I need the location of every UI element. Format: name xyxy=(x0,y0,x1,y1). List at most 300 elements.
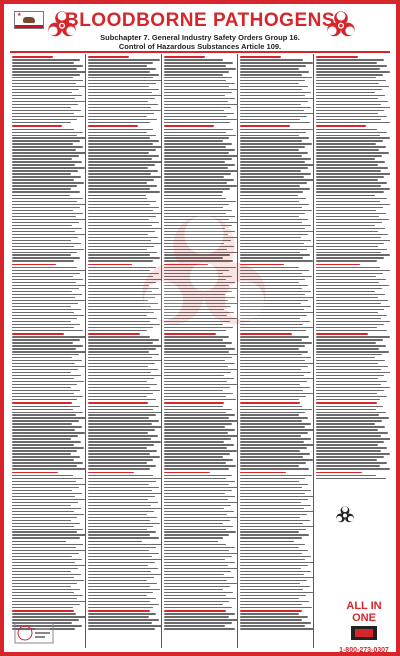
column-5 xyxy=(314,54,390,648)
body-text-line xyxy=(164,315,227,316)
body-text-line xyxy=(12,553,79,554)
body-text-line xyxy=(316,270,390,271)
body-text-line xyxy=(12,571,71,572)
body-text-line xyxy=(88,453,150,454)
body-text-line xyxy=(240,176,304,177)
body-text-line xyxy=(88,438,151,439)
body-text-line xyxy=(12,393,74,394)
body-text-line xyxy=(88,580,147,581)
body-text-line xyxy=(316,288,382,289)
body-text-line xyxy=(12,252,77,253)
body-text-line xyxy=(316,240,390,241)
body-text-line xyxy=(88,161,162,162)
body-text-line xyxy=(240,327,313,328)
body-text-line xyxy=(164,496,235,497)
body-text-line xyxy=(316,357,375,358)
body-text-line xyxy=(164,577,234,578)
body-text-line xyxy=(12,493,82,494)
body-text-line xyxy=(88,68,156,69)
body-text-line xyxy=(88,135,156,136)
body-text-line xyxy=(316,173,390,174)
body-text-line xyxy=(88,276,153,277)
body-text-line xyxy=(88,327,153,328)
section-heading-line xyxy=(164,472,210,474)
body-text-line xyxy=(240,583,300,584)
body-text-line xyxy=(88,213,162,214)
body-text-line xyxy=(12,98,75,99)
body-text-line xyxy=(88,484,149,485)
body-text-line xyxy=(12,517,77,518)
body-text-line xyxy=(12,83,76,84)
body-text-line xyxy=(240,135,299,136)
body-text-line xyxy=(164,282,235,283)
body-text-line xyxy=(12,544,83,545)
body-text-line xyxy=(316,378,378,379)
body-text-line xyxy=(240,243,304,244)
section-heading-line xyxy=(164,264,208,266)
body-text-line xyxy=(240,417,308,418)
body-text-line xyxy=(88,523,160,524)
body-text-line xyxy=(164,143,232,144)
section-heading-line xyxy=(240,125,290,127)
body-text-line xyxy=(240,86,308,87)
body-text-line xyxy=(164,330,226,331)
body-text-line xyxy=(164,173,231,174)
body-text-line xyxy=(240,137,309,138)
body-text-line xyxy=(12,468,86,469)
body-text-line xyxy=(12,267,77,268)
body-text-line xyxy=(12,318,77,319)
body-text-line xyxy=(164,321,230,322)
body-text-line xyxy=(164,481,235,482)
body-text-line xyxy=(88,550,149,551)
body-text-line xyxy=(240,188,310,189)
body-text-line xyxy=(12,167,85,168)
body-text-line xyxy=(240,273,302,274)
body-text-line xyxy=(164,89,238,90)
body-text-line xyxy=(240,465,299,466)
body-text-line xyxy=(240,493,305,494)
body-text-line xyxy=(88,505,151,506)
body-text-line xyxy=(164,351,229,352)
body-text-line xyxy=(164,122,230,123)
body-text-line xyxy=(88,345,162,346)
body-text-line xyxy=(240,435,301,436)
body-text-line xyxy=(12,303,78,304)
section-heading-line xyxy=(164,402,224,404)
body-text-line xyxy=(240,556,311,557)
body-text-line xyxy=(240,201,299,202)
body-text-line xyxy=(164,583,237,584)
body-text-line xyxy=(316,59,384,60)
body-text-line xyxy=(164,390,223,391)
body-text-line xyxy=(164,80,226,81)
body-text-line xyxy=(164,345,226,346)
body-text-line xyxy=(164,110,224,111)
body-text-line xyxy=(316,110,384,111)
body-text-line xyxy=(164,399,236,400)
body-text-line xyxy=(240,568,301,569)
body-text-line xyxy=(12,586,71,587)
body-text-line xyxy=(316,273,383,274)
body-text-line xyxy=(240,297,314,298)
body-text-line xyxy=(12,77,73,78)
body-text-line xyxy=(240,222,302,223)
body-text-line xyxy=(316,216,379,217)
body-text-line xyxy=(164,363,235,364)
body-text-line xyxy=(164,104,238,105)
body-text-line xyxy=(164,327,233,328)
body-text-line xyxy=(88,98,155,99)
body-text-line xyxy=(316,348,379,349)
body-text-line xyxy=(164,520,230,521)
body-text-line xyxy=(164,294,225,295)
body-text-line xyxy=(316,95,385,96)
body-text-line xyxy=(88,339,159,340)
body-text-line xyxy=(12,354,79,355)
section-heading-line xyxy=(240,610,302,612)
body-text-line xyxy=(12,496,75,497)
body-text-line xyxy=(88,176,161,177)
body-text-line xyxy=(164,276,232,277)
body-text-line xyxy=(88,216,156,217)
section-heading-line xyxy=(88,125,138,127)
body-text-line xyxy=(164,441,224,442)
body-text-line xyxy=(240,89,302,90)
body-text-line xyxy=(12,179,74,180)
section-heading-line xyxy=(12,610,74,612)
body-text-line xyxy=(240,207,302,208)
body-text-line xyxy=(12,345,83,346)
body-text-line xyxy=(240,481,299,482)
body-text-line xyxy=(164,185,237,186)
body-text-line xyxy=(88,499,148,500)
body-text-line xyxy=(316,444,378,445)
body-text-line xyxy=(240,80,305,81)
body-text-line xyxy=(164,297,235,298)
body-text-line xyxy=(164,161,225,162)
body-text-line xyxy=(240,390,303,391)
body-text-line xyxy=(316,101,388,102)
body-text-line xyxy=(88,360,162,361)
body-text-line xyxy=(88,511,154,512)
body-text-line xyxy=(240,531,299,532)
body-text-line xyxy=(240,453,310,454)
body-text-line xyxy=(164,339,223,340)
body-text-line xyxy=(316,243,384,244)
body-text-line xyxy=(12,71,86,72)
body-text-line xyxy=(164,170,238,171)
body-text-line xyxy=(316,345,386,346)
body-text-line xyxy=(88,607,153,608)
body-text-line xyxy=(12,375,81,376)
body-text-line xyxy=(12,607,73,608)
body-text-line xyxy=(12,231,75,232)
body-text-line xyxy=(88,604,159,605)
body-text-line xyxy=(164,77,232,78)
body-text-line xyxy=(88,420,159,421)
body-text-line xyxy=(164,571,231,572)
body-text-line xyxy=(164,628,235,629)
body-text-line xyxy=(240,502,301,503)
body-text-line xyxy=(164,468,229,469)
body-text-line xyxy=(164,478,226,479)
body-text-line xyxy=(164,219,229,220)
body-text-line xyxy=(316,441,384,442)
body-text-line xyxy=(12,279,83,280)
body-text-line xyxy=(12,406,80,407)
body-text-line xyxy=(12,487,79,488)
body-text-line xyxy=(12,577,74,578)
body-text-line xyxy=(316,77,376,78)
body-text-line xyxy=(88,496,155,497)
body-text-line xyxy=(12,228,82,229)
body-text-line xyxy=(88,462,147,463)
body-text-line xyxy=(12,104,78,105)
section-heading-line xyxy=(316,56,358,58)
body-text-line xyxy=(88,330,147,331)
body-text-line xyxy=(164,237,238,238)
body-text-line xyxy=(12,260,74,261)
column-2 xyxy=(86,54,162,648)
body-text-line xyxy=(12,598,77,599)
body-text-line xyxy=(12,210,73,211)
body-text-line xyxy=(88,182,147,183)
body-text-line xyxy=(240,414,299,415)
body-text-line xyxy=(164,176,224,177)
body-text-line xyxy=(240,113,314,114)
body-text-line xyxy=(240,185,300,186)
body-text-line xyxy=(164,444,234,445)
body-text-line xyxy=(88,95,162,96)
body-text-line xyxy=(240,285,308,286)
body-text-line xyxy=(12,185,77,186)
body-text-line xyxy=(88,571,151,572)
body-text-line xyxy=(88,520,150,521)
body-text-line xyxy=(240,146,305,147)
body-text-line xyxy=(164,592,233,593)
body-text-line xyxy=(240,179,314,180)
body-text-line xyxy=(88,553,159,554)
body-text-line xyxy=(240,574,304,575)
body-text-line xyxy=(240,444,314,445)
body-text-line xyxy=(164,291,232,292)
body-text-line xyxy=(164,526,233,527)
body-text-line xyxy=(240,65,306,66)
body-text-line xyxy=(240,450,300,451)
body-text-line xyxy=(12,568,78,569)
body-text-line xyxy=(240,219,308,220)
body-text-line xyxy=(164,508,224,509)
body-text-line xyxy=(316,375,384,376)
body-text-line xyxy=(88,65,147,66)
body-text-line xyxy=(164,493,225,494)
body-text-line xyxy=(316,237,381,238)
body-text-line xyxy=(316,74,383,75)
body-text-line xyxy=(316,234,388,235)
body-text-line xyxy=(88,357,152,358)
body-text-line xyxy=(88,158,152,159)
section-heading-line xyxy=(316,125,366,127)
body-text-line xyxy=(316,399,380,400)
body-text-line xyxy=(240,282,299,283)
body-text-line xyxy=(164,182,227,183)
body-text-line xyxy=(12,342,73,343)
body-text-line xyxy=(88,508,161,509)
body-text-line xyxy=(12,592,74,593)
body-text-line xyxy=(240,462,306,463)
body-text-line xyxy=(12,529,83,530)
body-text-line xyxy=(164,246,234,247)
body-text-line xyxy=(240,499,308,500)
body-text-line xyxy=(240,303,301,304)
body-text-line xyxy=(12,456,80,457)
column-3 xyxy=(162,54,238,648)
body-text-line xyxy=(164,547,235,548)
body-text-line xyxy=(316,438,390,439)
body-text-line xyxy=(240,534,309,535)
body-text-line xyxy=(164,360,225,361)
body-text-line xyxy=(316,65,387,66)
body-text-line xyxy=(12,366,85,367)
body-text-line xyxy=(88,354,159,355)
body-text-line xyxy=(316,222,382,223)
body-text-line xyxy=(240,204,309,205)
body-text-line xyxy=(316,146,386,147)
body-text-line xyxy=(164,447,227,448)
body-text-line xyxy=(12,201,77,202)
body-text-line xyxy=(240,68,299,69)
body-text-line xyxy=(88,249,147,250)
body-text-line xyxy=(88,414,156,415)
body-text-line xyxy=(240,438,311,439)
body-text-line xyxy=(316,351,389,352)
body-text-line xyxy=(316,363,378,364)
section-heading-line xyxy=(240,195,298,197)
section-heading-line xyxy=(164,56,205,58)
body-text-line xyxy=(88,583,157,584)
body-text-line xyxy=(164,550,229,551)
body-text-line xyxy=(12,339,80,340)
body-text-line xyxy=(12,321,71,322)
body-text-line xyxy=(12,198,83,199)
body-text-line xyxy=(88,257,160,258)
body-text-line xyxy=(316,132,387,133)
body-text-line xyxy=(88,225,152,226)
body-text-line xyxy=(88,110,161,111)
logo-mark-icon xyxy=(349,624,379,642)
body-text-line xyxy=(164,604,223,605)
body-text-line xyxy=(12,478,83,479)
body-text-line xyxy=(164,357,232,358)
body-text-line xyxy=(12,387,71,388)
body-text-line xyxy=(316,80,386,81)
section-heading-line xyxy=(240,541,294,543)
body-text-line xyxy=(12,360,82,361)
body-text-line xyxy=(12,613,76,614)
body-text-line xyxy=(316,113,378,114)
body-text-line xyxy=(316,291,375,292)
body-text-line xyxy=(88,113,154,114)
body-text-line xyxy=(88,119,157,120)
body-text-line xyxy=(316,354,382,355)
body-text-line xyxy=(12,505,71,506)
body-text-line xyxy=(240,550,308,551)
body-text-line xyxy=(316,409,376,410)
body-text-line xyxy=(12,450,77,451)
section-heading-line xyxy=(240,402,300,404)
body-text-line xyxy=(88,406,159,407)
body-text-line xyxy=(12,137,86,138)
body-text-line xyxy=(240,544,305,545)
body-text-line xyxy=(316,294,385,295)
body-text-line xyxy=(164,216,235,217)
body-text-line xyxy=(316,107,390,108)
body-text-line xyxy=(164,167,228,168)
column-1 xyxy=(10,54,86,648)
body-text-line xyxy=(316,119,381,120)
body-text-line xyxy=(164,459,233,460)
body-text-line xyxy=(240,279,305,280)
section-heading-line xyxy=(12,56,53,58)
body-text-line xyxy=(164,137,229,138)
body-text-line xyxy=(12,80,83,81)
body-text-line xyxy=(240,312,314,313)
section-heading-line xyxy=(164,333,216,335)
body-text-line xyxy=(164,213,226,214)
body-text-line xyxy=(316,435,381,436)
body-text-line xyxy=(164,222,238,223)
body-text-line xyxy=(240,616,308,617)
body-text-line xyxy=(88,83,156,84)
body-text-line xyxy=(88,468,150,469)
body-text-line xyxy=(164,83,235,84)
body-text-line xyxy=(316,219,389,220)
body-text-line xyxy=(12,146,83,147)
body-text-line xyxy=(164,68,236,69)
body-text-line xyxy=(12,435,78,436)
body-text-line xyxy=(240,107,311,108)
body-text-line xyxy=(240,83,299,84)
body-text-line xyxy=(164,164,235,165)
body-text-line xyxy=(88,366,148,367)
body-text-line xyxy=(164,201,236,202)
body-text-line xyxy=(164,210,232,211)
body-text-line xyxy=(12,254,71,255)
body-text-line xyxy=(12,246,74,247)
body-text-line xyxy=(88,601,150,602)
body-text-line xyxy=(12,291,72,292)
body-text-line xyxy=(164,625,225,626)
body-text-line xyxy=(240,562,314,563)
body-text-line xyxy=(88,222,159,223)
body-text-line xyxy=(316,122,390,123)
body-text-line xyxy=(164,240,231,241)
california-flag-icon: ★ xyxy=(14,11,44,29)
body-text-line xyxy=(88,92,152,93)
body-text-line xyxy=(88,544,162,545)
body-text-line xyxy=(164,279,226,280)
body-text-line xyxy=(12,499,85,500)
body-text-line xyxy=(88,363,155,364)
body-text-line xyxy=(240,216,299,217)
body-text-line xyxy=(164,465,236,466)
body-text-line xyxy=(12,420,79,421)
body-text-line xyxy=(316,62,377,63)
body-text-line xyxy=(88,234,148,235)
body-text-line xyxy=(316,83,379,84)
body-text-line xyxy=(316,249,387,250)
